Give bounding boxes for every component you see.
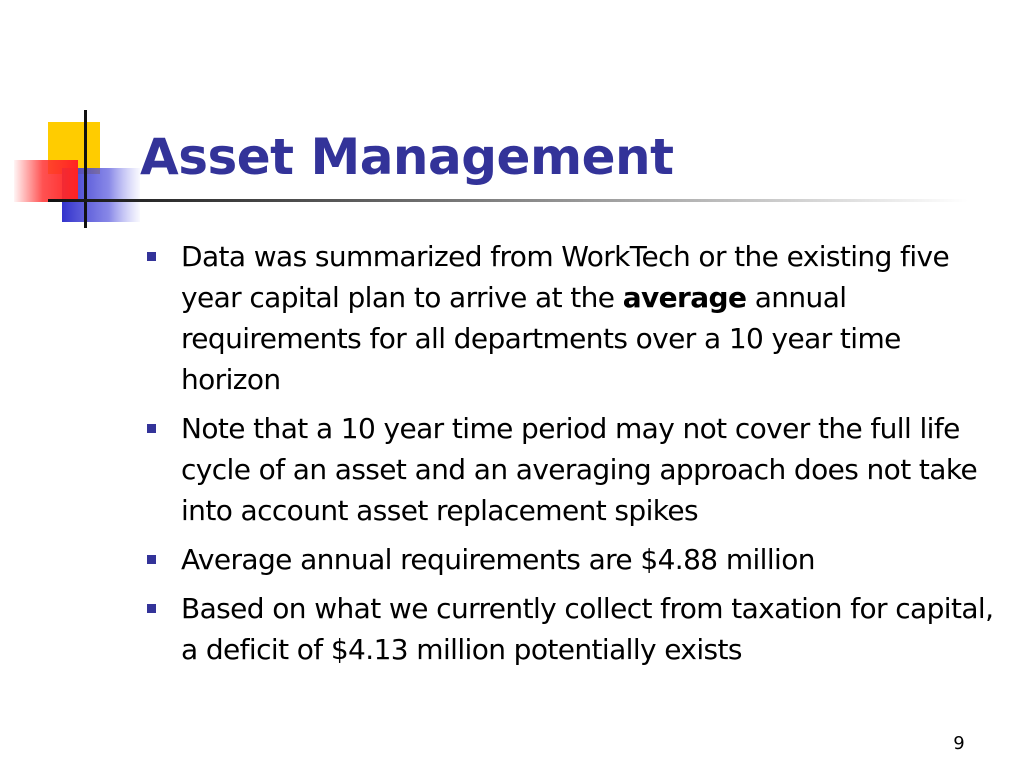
bullet-text-part: Data was summarized from WorkTech or the existing five year capital plan to arrive at the	[181, 240, 950, 314]
bullet-item	[140, 539, 1000, 580]
red-square	[14, 160, 78, 202]
bullet-text: Note that a 10 year time period may not cover the full life cycle of an asset and an averaging approach does not take into account asset replacement spikes	[181, 412, 978, 527]
bullet-text	[181, 240, 949, 396]
bullet-item	[140, 588, 1000, 670]
bullet-square-icon	[147, 252, 156, 261]
bullet-text: Based on what we currently collect from taxation for capital, a deficit of $4.13 million potentially exists	[181, 592, 994, 666]
colored-squares-crosshair-icon	[0, 0, 140, 240]
page-number: 9	[953, 733, 965, 754]
bullet-square-icon	[147, 604, 156, 613]
crosshair-vertical	[84, 110, 87, 228]
bullet-item	[140, 236, 1000, 400]
bullet-text-part: annual requirements for all departments over a 10 year time horizon	[181, 281, 901, 396]
bullet-text: Average annual requirements are $4.88 million	[181, 543, 815, 576]
bullet-item	[140, 408, 1000, 531]
bullet-square-icon	[147, 555, 156, 564]
bullet-emphasis: average	[622, 281, 747, 314]
slide-title: Asset Management	[140, 128, 674, 186]
bullet-list	[140, 236, 1000, 678]
title-underline	[48, 199, 968, 202]
bullet-square-icon	[147, 424, 156, 433]
